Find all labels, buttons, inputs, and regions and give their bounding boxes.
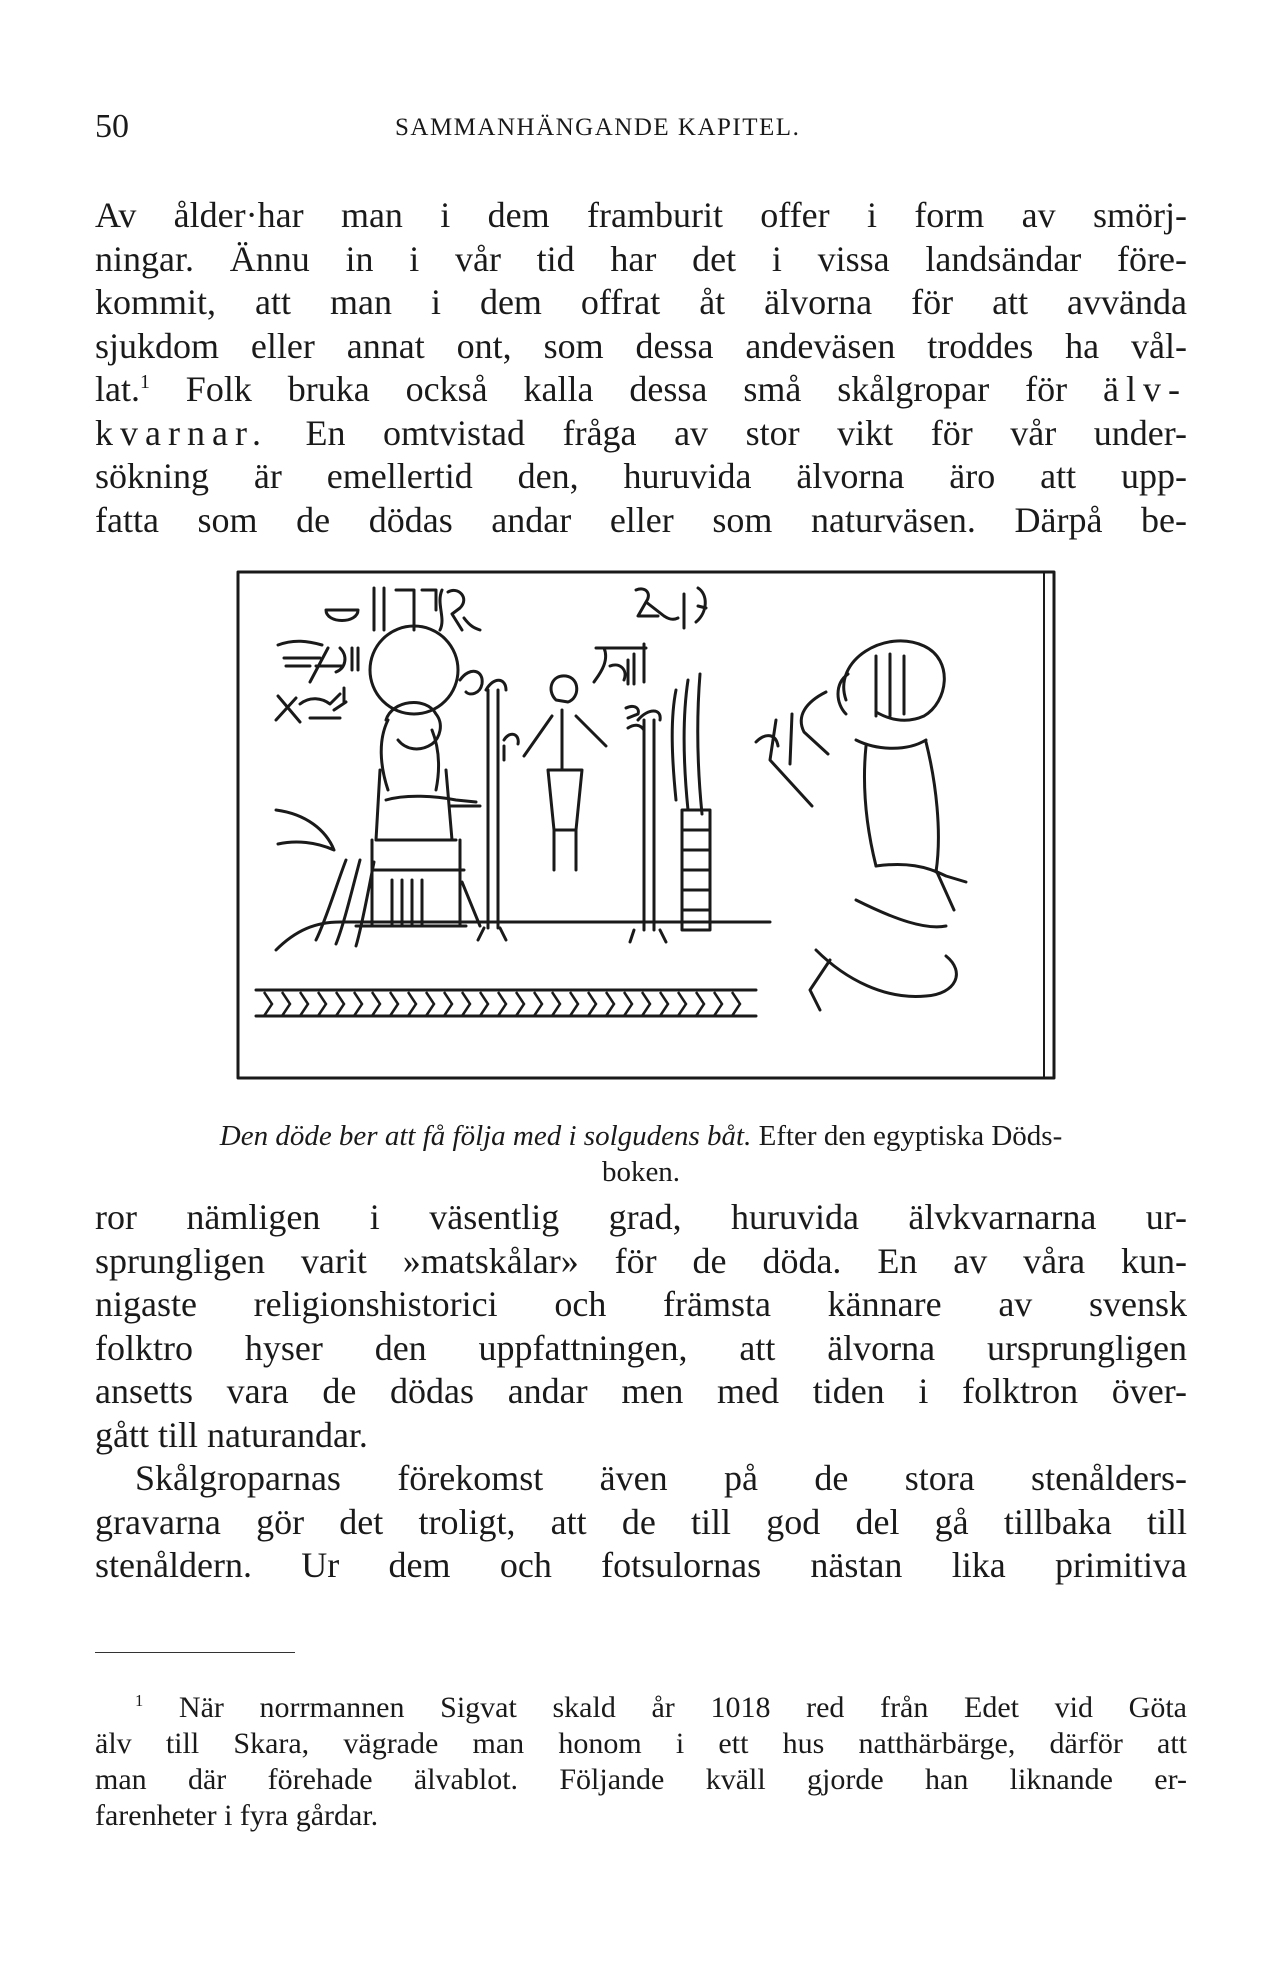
footnote-divider: [95, 1652, 295, 1653]
text-line: sjukdom eller annat ont, som dessa andeväsen troddes ha vål-: [95, 325, 1187, 366]
spaced-term: älv-: [1103, 369, 1187, 409]
paragraph-2: [95, 1196, 1187, 1457]
caption-line: boken.: [601, 1156, 681, 1188]
spaced-term: kvarnar.: [95, 412, 268, 453]
text-line: gravarna gör det troligt, att de till god del gå tillbaka till: [95, 1501, 1187, 1542]
text-line: [95, 368, 1187, 412]
text-line: Skålgroparnas förekomst även på de stora stenålders-: [135, 1458, 1187, 1498]
footnote: [95, 1690, 1187, 1834]
text-line: sökning är emellertid den, huruvida älvorna äro att upp-: [95, 456, 1187, 496]
text-fragment: En omtvistad fråga av stor vikt för vår under-: [267, 412, 1187, 453]
caption-italic: Den döde ber att få följa med i solgudens båt.: [219, 1120, 752, 1152]
text-line: folktro hyser den uppfattningen, att älvorna ursprungligen: [95, 1327, 1187, 1368]
text-line: sprungligen varit »matskålar» för de döda. En av våra kun-: [95, 1240, 1187, 1281]
illustration-drawing: [236, 570, 1056, 1080]
figure-caption: [95, 1118, 1187, 1190]
text-line: fatta som de dödas andar eller som naturväsen. Därpå be-: [95, 499, 1187, 540]
text-line: ansetts vara de dödas andar men med tiden i folktron över-: [95, 1371, 1187, 1411]
text-line: nigaste religionshistorici och främsta kännare av svensk: [95, 1284, 1187, 1324]
text-line: [95, 412, 1187, 456]
footnote-reference: 1: [139, 371, 150, 393]
text-line: ningar. Ännu in i vår tid har det i vissa landsändar före-: [95, 238, 1187, 279]
footnote-mark: 1: [135, 1691, 144, 1710]
footnote-line: farenheter i fyra gårdar.: [95, 1799, 379, 1832]
text-line: gått till naturandar.: [95, 1414, 368, 1455]
egyptian-illustration: [236, 570, 1056, 1080]
footnote-line: man där förehade älvablot. Följande kväll gjorde han liknande er-: [95, 1763, 1187, 1796]
caption-line: [95, 1118, 1187, 1154]
text-line: stenåldern. Ur dem och fotsulornas nästan lika primitiva: [95, 1545, 1187, 1585]
paragraph-3: [95, 1457, 1187, 1588]
paragraph-1: [95, 194, 1187, 542]
caption-source: Efter den egyptiska Döds-: [751, 1120, 1063, 1152]
text-line: kommit, att man i dem offrat åt älvorna för att avvända: [95, 282, 1187, 322]
footnote-line: [95, 1690, 1187, 1726]
running-title: SAMMANHÄNGANDE KAPITEL.: [395, 114, 801, 141]
footnote-line: älv till Skara, vägrade man honom i ett hus natthärbärge, därför att: [95, 1727, 1187, 1760]
page-header: [95, 108, 1185, 148]
text-line: Av ålder·har man i dem framburit offer i form av smörj-: [95, 195, 1187, 235]
text-fragment: Folk bruka också kalla dessa små skålgropar för: [149, 369, 1104, 409]
page-number: 50: [95, 108, 129, 145]
text-fragment: När norrmannen Sigvat skald år 1018 red från Edet vid Göta: [143, 1691, 1187, 1724]
text-line: ror nämligen i väsentlig grad, huruvida älvkvarnarna ur-: [95, 1197, 1187, 1237]
text-fragment: lat.: [95, 369, 140, 409]
